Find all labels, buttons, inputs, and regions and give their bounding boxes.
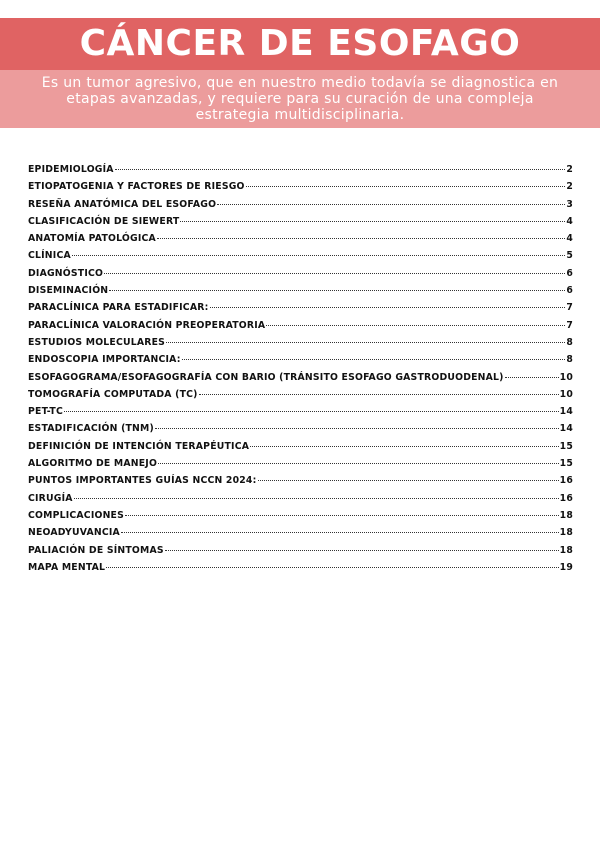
toc-entry-page-number: 6	[566, 267, 573, 279]
toc-dot-leader	[199, 394, 559, 395]
toc-entry-title: CIRUGÍA	[28, 492, 73, 504]
toc-entry-title: COMPLICACIONES	[28, 509, 125, 521]
document-subtitle: Es un tumor agresivo, que en nuestro medio todavía se diagnostica en etapas avanzadas, y requiere para su curación de una compleja estrategia multidisciplinaria.	[41, 75, 559, 123]
toc-entry[interactable]	[28, 250, 573, 267]
toc-entry-title: ESTADIFICACIÓN (TNM)	[28, 423, 154, 435]
toc-entry-page-number: 3	[566, 198, 573, 210]
toc-entry[interactable]	[28, 285, 573, 302]
toc-dot-leader	[180, 221, 565, 222]
toc-entry[interactable]	[28, 441, 573, 458]
toc-entry[interactable]	[28, 562, 573, 579]
toc-entry-page-number: 18	[559, 527, 573, 539]
toc-entry-page-number: 16	[559, 492, 573, 504]
subtitle-band	[0, 70, 600, 128]
toc-entry-title: PARACLÍNICA PARA ESTADIFICAR:	[28, 302, 209, 314]
toc-entry-title: DEFINICIÓN DE INTENCIÓN TERAPÉUTICA	[28, 440, 250, 452]
toc-dot-leader	[258, 480, 559, 481]
toc-dot-leader	[505, 377, 559, 378]
toc-entry[interactable]	[28, 181, 573, 198]
toc-entry[interactable]	[28, 302, 573, 319]
toc-entry[interactable]	[28, 268, 573, 285]
toc-dot-leader	[250, 446, 559, 447]
toc-entry-title: ALGORITMO DE MANEJO	[28, 458, 158, 470]
toc-entry-title: RESEÑA ANATÓMICA DEL ESOFAGO	[28, 198, 217, 210]
toc-entry-title: NEOADYUVANCIA	[28, 527, 120, 539]
toc-entry[interactable]	[28, 406, 573, 423]
toc-entry[interactable]	[28, 423, 573, 440]
toc-dot-leader	[104, 273, 565, 274]
toc-entry-page-number: 4	[566, 233, 573, 245]
toc-entry-page-number: 6	[566, 285, 573, 297]
toc-entry-title: CLASIFICACIÓN DE SIEWERT	[28, 215, 180, 227]
toc-entry-page-number: 4	[566, 215, 573, 227]
toc-dot-leader	[165, 550, 559, 551]
table-of-contents	[28, 164, 573, 579]
toc-entry-title: ETIOPATOGENIA Y FACTORES DE RIESGO	[28, 181, 245, 193]
toc-entry[interactable]	[28, 337, 573, 354]
toc-entry-page-number: 5	[566, 250, 573, 262]
toc-dot-leader	[266, 325, 565, 326]
toc-entry-page-number: 18	[559, 544, 573, 556]
toc-entry-title: ESTUDIOS MOLECULARES	[28, 336, 166, 348]
toc-dot-leader	[125, 515, 559, 516]
toc-entry[interactable]	[28, 475, 573, 492]
toc-entry-title: ESOFAGOGRAMA/ESOFAGOGRAFÍA CON BARIO (TRÁNSITO ESOFAGO GASTRODUODENAL)	[28, 371, 504, 383]
toc-entry-page-number: 18	[559, 509, 573, 521]
toc-entry-page-number: 2	[566, 164, 573, 175]
toc-entry-page-number: 8	[566, 354, 573, 366]
toc-dot-leader	[121, 532, 559, 533]
toc-entry-title: PET-TC	[28, 406, 63, 418]
toc-entry[interactable]	[28, 199, 573, 216]
toc-entry-page-number: 15	[559, 458, 573, 470]
toc-entry-title: CLÍNICA	[28, 250, 71, 262]
toc-entry[interactable]	[28, 510, 573, 527]
toc-entry[interactable]	[28, 545, 573, 562]
toc-entry-title: PALIACIÓN DE SÍNTOMAS	[28, 544, 164, 556]
toc-dot-leader	[106, 567, 558, 568]
toc-entry-page-number: 16	[559, 475, 573, 487]
toc-entry[interactable]	[28, 527, 573, 544]
toc-entry[interactable]	[28, 320, 573, 337]
toc-entry[interactable]	[28, 233, 573, 250]
toc-entry-title: ANATOMÍA PATOLÓGICA	[28, 233, 156, 245]
toc-dot-leader	[182, 359, 566, 360]
toc-entry[interactable]	[28, 389, 573, 406]
toc-entry-page-number: 10	[559, 371, 573, 383]
toc-entry[interactable]	[28, 458, 573, 475]
toc-entry[interactable]	[28, 164, 573, 181]
toc-entry-page-number: 14	[559, 406, 573, 418]
toc-dot-leader	[246, 186, 566, 187]
toc-entry-page-number: 7	[566, 302, 573, 314]
toc-dot-leader	[157, 238, 565, 239]
toc-entry[interactable]	[28, 493, 573, 510]
toc-entry-title: EPIDEMIOLOGÍA	[28, 164, 114, 175]
document-title: CÁNCER DE ESOFAGO	[79, 23, 521, 64]
toc-entry-page-number: 10	[559, 388, 573, 400]
toc-dot-leader	[74, 498, 559, 499]
toc-dot-leader	[115, 169, 566, 170]
toc-entry-page-number: 7	[566, 319, 573, 331]
toc-dot-leader	[64, 411, 559, 412]
toc-dot-leader	[158, 463, 559, 464]
toc-entry-page-number: 2	[566, 181, 573, 193]
toc-dot-leader	[166, 342, 565, 343]
toc-entry-title: MAPA MENTAL	[28, 561, 106, 573]
toc-entry[interactable]	[28, 354, 573, 371]
toc-entry-page-number: 14	[559, 423, 573, 435]
toc-entry-page-number: 19	[559, 561, 573, 573]
toc-entry[interactable]	[28, 216, 573, 233]
toc-entry-title: TOMOGRAFÍA COMPUTADA (TC)	[28, 388, 198, 400]
toc-entry-title: ENDOSCOPIA IMPORTANCIA:	[28, 354, 181, 366]
toc-entry-page-number: 8	[566, 336, 573, 348]
toc-dot-leader	[210, 307, 566, 308]
toc-entry-title: DISEMINACIÓN	[28, 285, 109, 297]
document-header	[0, 18, 600, 128]
toc-entry[interactable]	[28, 372, 573, 389]
toc-entry-page-number: 15	[559, 440, 573, 452]
toc-dot-leader	[217, 204, 565, 205]
toc-dot-leader	[72, 255, 565, 256]
toc-dot-leader	[155, 428, 559, 429]
title-band	[0, 18, 600, 70]
toc-entry-title: PARACLÍNICA VALORACIÓN PREOPERATORIA	[28, 319, 266, 331]
toc-entry-title: PUNTOS IMPORTANTES GUÍAS NCCN 2024:	[28, 475, 257, 487]
toc-dot-leader	[109, 290, 565, 291]
toc-entry-title: DIAGNÓSTICO	[28, 267, 104, 279]
